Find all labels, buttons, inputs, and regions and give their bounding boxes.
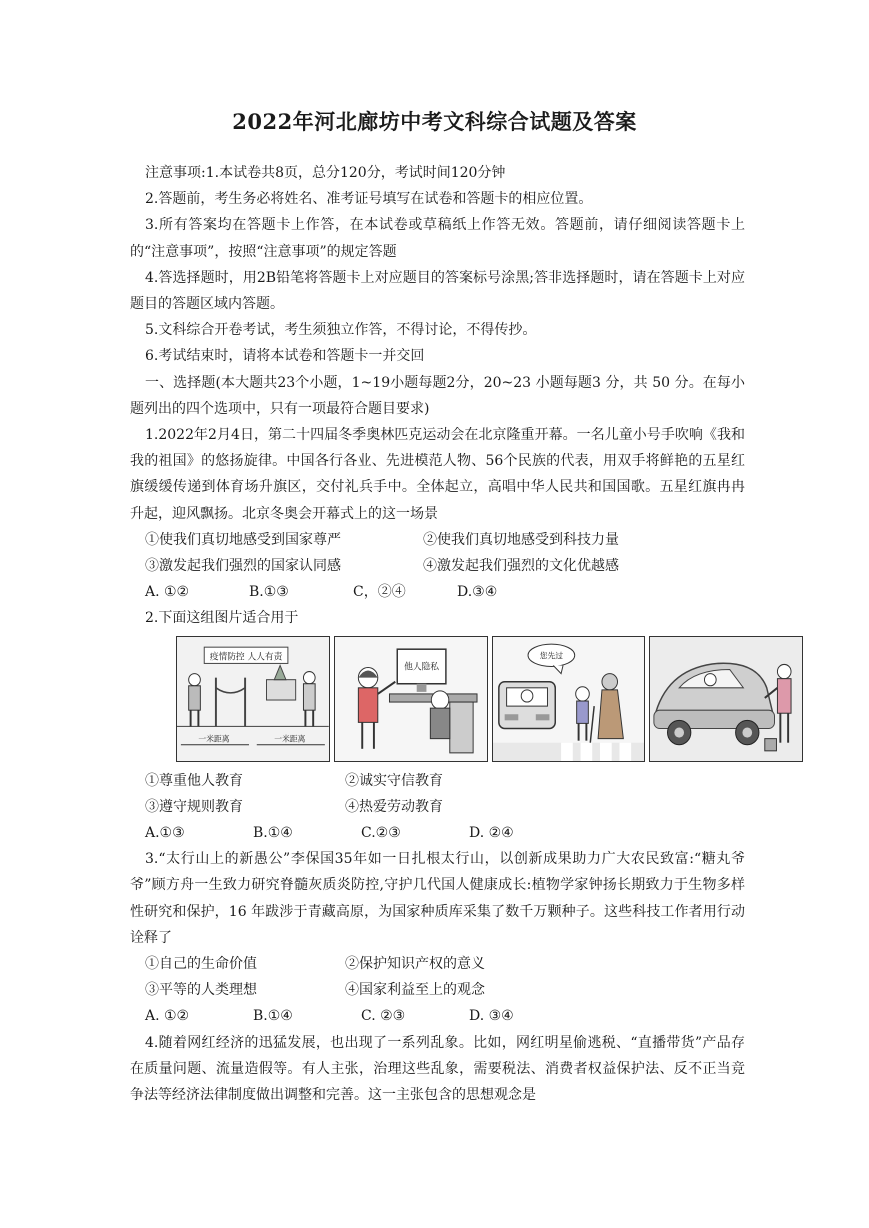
question-3-options-row bbox=[130, 951, 745, 977]
illustration-crosswalk bbox=[492, 636, 646, 762]
option-3: ③激发起我们强烈的国家认同感 bbox=[145, 558, 341, 575]
notice-line: 5.文科综合开卷考试，考生须独立作答，不得讨论，不得传抄。 bbox=[145, 322, 537, 339]
question-1-stem: 1.2022年2月4日，第二十四届冬季奥林匹克运动会在北京隆重开幕。一名儿童小号手吹响《我和我的祖国》的悠扬旋律。中国各行各业、先进模范人物、56个民族的代表，用双手将鲜艳的五星红旗缓缓传递到体育场升旗区，交付礼兵手中。全体起立，高唱中华人民共和国国歌。五星红旗冉冉升起，迎风飘扬。北京冬奥会开幕式上的这一场景 bbox=[130, 427, 745, 522]
option-1: ①自己的生命价值 bbox=[145, 956, 257, 973]
illustration-distancing bbox=[176, 636, 330, 762]
option-1: ①尊重他人教育 bbox=[145, 772, 243, 789]
notice-line: 3.所有答案均在答题卡上作答，在本试卷或草稿纸上作答无效。答题前，请仔细阅读答题卡上的“注意事项”，按照“注意事项”的规定答题 bbox=[130, 217, 745, 260]
question-3-choices bbox=[130, 1003, 745, 1029]
question-3-stem: 3.“太行山上的新愚公”李保国35年如一日扎根太行山，以创新成果助力广大农民致富:“糖丸爷爷”顾方舟一生致力研究脊髓灰质炎防控,守护几代国人健康成长:植物学家钟扬长期致力于生物多样性研究和保护，16 年跋涉于青藏高原，为国家种质库采集了数千万颗种子。这些科技工作者用行动诠释了 bbox=[130, 851, 745, 946]
choice-c: C. ②③ bbox=[361, 1008, 406, 1025]
question-2-image-strip bbox=[176, 636, 803, 762]
page-title: 2022年河北廊坊中考文科综合试题及答案 bbox=[232, 109, 637, 134]
choice-b: B.①③ bbox=[249, 584, 289, 601]
option-4: ④国家利益至上的观念 bbox=[345, 982, 485, 999]
exam-body bbox=[130, 160, 745, 1108]
option-3: ③平等的人类理想 bbox=[145, 982, 257, 999]
question-1-options-row bbox=[130, 527, 745, 553]
choice-a: A.①③ bbox=[145, 825, 185, 842]
panel1-floor-label: 一米距离 bbox=[198, 734, 230, 744]
choice-d: D.③④ bbox=[457, 584, 498, 601]
question-2-stem: 2.下面这组图片适合用于 bbox=[145, 610, 299, 627]
notice-line: 2.答题前，考生务必将姓名、准考证号填写在试卷和答题卡的相应位置。 bbox=[145, 191, 593, 208]
choice-d: D. ②④ bbox=[469, 825, 514, 842]
choice-a: A. ①② bbox=[145, 584, 190, 601]
question-1-options-row bbox=[130, 553, 745, 579]
option-1: ①使我们真切地感受到国家尊严 bbox=[145, 531, 341, 548]
question-3-options-row bbox=[130, 977, 745, 1003]
question-1-choices bbox=[130, 579, 745, 605]
option-2: ②保护知识产权的意义 bbox=[345, 956, 485, 973]
notice-line: 注意事项:1.本试卷共8页，总分120分，考试时间120分钟 bbox=[145, 165, 506, 181]
panel1-sign-text: 疫情防控 人人有责 bbox=[209, 651, 283, 663]
section-heading: 一、选择题(本大题共23个小题，1~19小题每题2分，20~23 小题每题3 分，共 50 分。在每小题列出的四个选项中，只有一项最符合题目要求) bbox=[130, 374, 745, 417]
illustration-car-washing bbox=[649, 636, 803, 762]
panel3-bubble-text: 您先过 bbox=[539, 650, 563, 661]
option-3: ③遵守规则教育 bbox=[145, 798, 243, 815]
option-2: ②诚实守信教育 bbox=[345, 772, 443, 789]
question-2-options-row bbox=[130, 794, 745, 820]
question-4-stem: 4.随着网红经济的迅猛发展，也出现了一系列乱象。比如，网红明星偷逃税、“直播带货”产品存在质量问题、流量造假等。有人主张，治理这些乱象，需要税法、消费者权益保护法、反不正当竞争法等经济法律制度做出调整和完善。这一主张包含的思想观念是 bbox=[130, 1034, 745, 1104]
question-2-options-row bbox=[130, 768, 745, 794]
notice-line: 4.答选择题时，用2B铅笔将答题卡上对应题目的答案标号涂黑;答非选择题时，请在答题卡上对应题目的答题区域内答题。 bbox=[130, 269, 745, 313]
choice-b: B.①④ bbox=[253, 1008, 293, 1025]
choice-c: C.②③ bbox=[361, 825, 401, 842]
choice-a: A. ①② bbox=[145, 1008, 190, 1025]
choice-b: B.①④ bbox=[253, 825, 293, 842]
illustration-privacy bbox=[334, 636, 488, 762]
option-4: ④热爱劳动教育 bbox=[345, 798, 443, 815]
choice-c: C，②④ bbox=[353, 584, 406, 601]
choice-d: D. ③④ bbox=[469, 1008, 514, 1025]
panel2-screen-text: 他人隐私 bbox=[403, 662, 439, 673]
option-2: ②使我们真切地感受到科技力量 bbox=[423, 531, 619, 548]
panel1-floor-label: 一米距离 bbox=[274, 734, 306, 744]
question-2-choices bbox=[130, 820, 745, 846]
option-4: ④激发起我们强烈的文化优越感 bbox=[423, 558, 619, 575]
notice-line: 6.考试结束时，请将本试卷和答题卡一并交回 bbox=[145, 348, 425, 365]
